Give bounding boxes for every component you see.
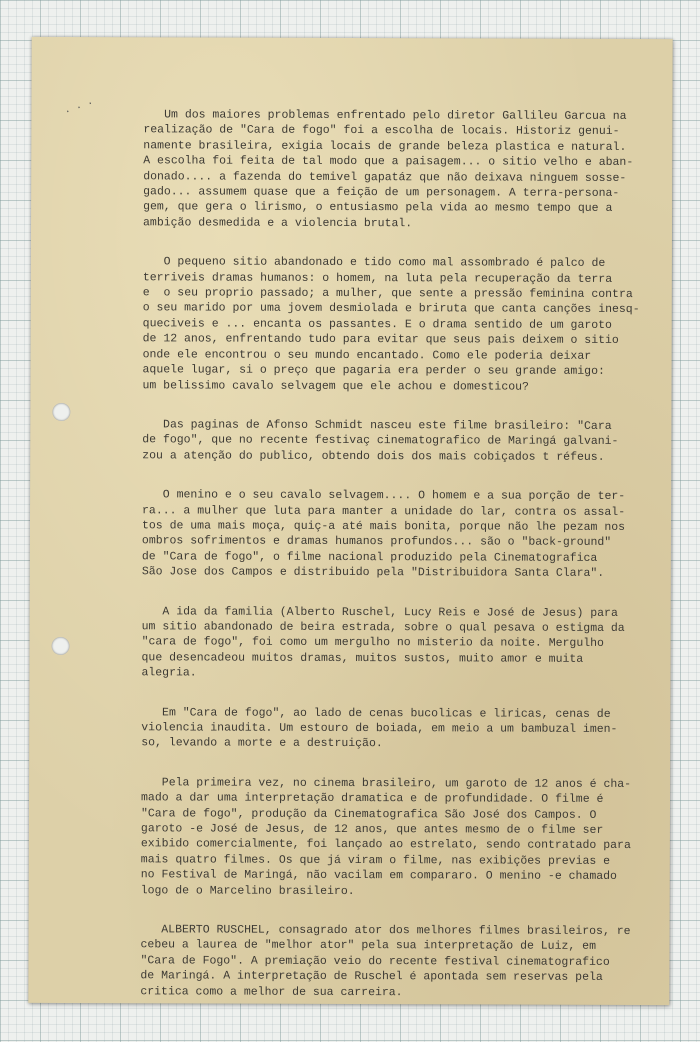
paragraph-7: Pela primeira vez, no cinema brasileiro, um garoto de 12 anos é cha- mado a dar uma interpretação dramatica e de profundidade. O filme é "Cara de fogo", produção da Cinematografica São José dos Campos. O garoto -e José de Jesus, de 12 anos, que antes mesmo de o filme ser exibido comercialmente, foi lançado ao estrelato, sendo contratado para mais quatro filmes. Os que já viram o filme, nas exibições previas e no Festival de Maringá, não vacilam em compararo. O menino -e chamado logo de o Marcelino brasileiro. [140,776,632,898]
corner-mark: · · · [63,98,96,119]
paragraph-4: O menino e o seu cavalo selvagem.... O homem e a sua porção de ter- ra... a mulher que luta para manter a unidade do lar, contra os assal- tos de uma mais moça, quiç-a até mais bonita, porque não lhe pezam nos ombros sofrimentos e dramas humanos profundos... são o "back-ground" de "Cara de fogo", o filme nacional produzido pela Cinematografica São Jose dos Campos e distribuido pela "Distribuidora Santa Clara". [141,488,626,581]
typewritten-page [28,37,672,1005]
punch-hole [52,637,70,655]
paragraph-8: ALBERTO RUSCHEL, consagrado ator dos melhores filmes brasileiros, re cebeu a laurea de "melhor ator" pela sua interpretação de Luiz, em "Cara de Fogo". A premiação veio do recente festival cinematografico de Maringá. A interpretação de Ruschel é apontada sem reservas pela critica como a melhor de sua carreira. [140,923,631,999]
punch-hole [52,403,70,421]
paragraph-3: Das paginas de Afonso Schmidt nasceu este filme brasileiro: "Cara de fogo", que no recente festivaç cinematografico de Maringá galvani- zou a atenção do publico, obtendo dois dos mais cobiçados t réfeus. [142,418,619,464]
document-body [140,107,643,1025]
paragraph-2: O pequeno sitio abandonado e tido como mal assombrado é palco de terriveis dramas humanos: o homem, na luta pela recuperação da terra e o seu proprio passado; a mulher, que sente a pressão feminina contra o seu marido por uma jovem desmiolada e briruta que canta canções inesq- queciveis e ... encanta os passantes. E o drama sentido de um garoto de 12 anos, enfrentando tudo para evitar que seus pais deixem o sitio onde ele encontrou o seu mundo encantado. Como ele poderia deixar aquele lugar, si o preço que pagaria era perder o seu grande amigo: um belissimo cavalo selvagem que ele achou e domesticou? [142,255,640,394]
paragraph-1: Um dos maiores problemas enfrentado pelo diretor Gallileu Garcua na realização de "Cara de fogo" foi a escolha de locais. Historiz genui- namente brasileira, exigia locais de grande beleza plastica e natural. A escolha foi feita de tal modo que a paisagem... o sitio velho e aban- donado.... a fazenda do temivel gapatáz que não deixava ninguem sosse- gado... assumem quase que a feição de um personagem. A terra-persona- gem, que gera o lirismo, o entusiasmo pela vida ao mesmo tempo que a ambição desmedida e a violencia brutal. [143,108,634,231]
paragraph-6: Em "Cara de fogo", ao lado de cenas bucolicas e liricas, cenas de violencia inaudita. Um estouro de boiada, em meio a um bambuzal imen- so, levando a morte e a destruição. [141,705,618,751]
paragraph-5: A ida da familia (Alberto Ruschel, Lucy Reis e José de Jesus) para um sitio abandonado de beira estrada, sobre o qual pesava o estigma da "cara de fogo", foi como um mergulho no misterio da noite. Mergulho que desencadeou muitos dramas, muitos sustos, muito amor e muita alegria. [141,604,625,680]
